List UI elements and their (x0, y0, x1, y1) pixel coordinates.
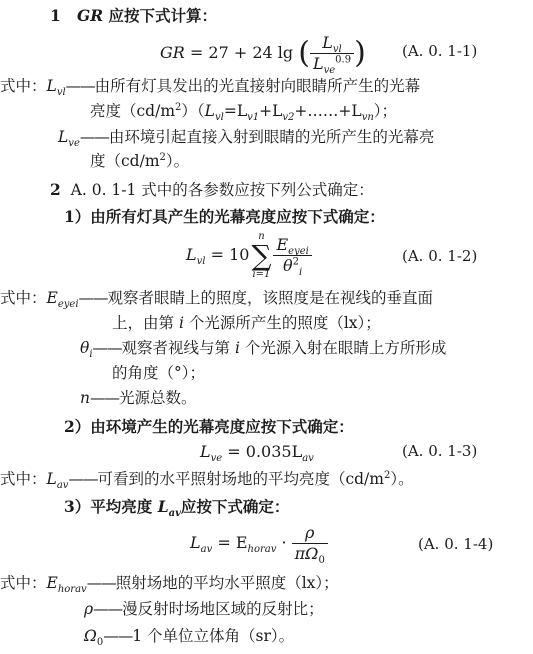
where-2-line-b: $\theta_i——$观察者视线与第 i 个光源入射在眼睛上方所形成 (80, 339, 447, 361)
eq4-fraction: $\frac{\rho}{\pi\Omega_0}$ (292, 524, 328, 563)
section-1-heading (50, 6, 217, 26)
eq2-fraction: $\frac{E_{eyei}}{\theta^2_i}$ (273, 236, 311, 275)
where-1-line-b: $L_{ve}——$由环境引起直接入射到眼睛的光所产生的光幕亮 (58, 128, 435, 150)
equation-1-label: (A. 0. 1-1) (402, 42, 478, 60)
section-number: 2 (50, 180, 61, 199)
where-2-line-a2: 上，由第 i 个光源所产生的照度（lx）； (112, 314, 381, 332)
where-3-line: 式中：$L_{av}——$可看到的水平照射场地的平均亮度$(cd/m^2)$。 (0, 469, 414, 492)
subsection-3-heading: 3）平均亮度 $L_{av}$应按下式确定： (64, 497, 290, 520)
where-1-line-a: 式中：$L_{vl}——$由所有灯具发出的光直接射向眼睛所产生的光幕 (0, 77, 421, 99)
eq1-fraction: $\frac{L_{vl}}{L_{ve}^{0.9}}$ (310, 34, 354, 73)
subsection-2-heading: 2）由环境产生的光幕亮度应按下式确定： (64, 417, 354, 436)
eq1-left-paren: ( (298, 35, 310, 71)
where-4-line-a: 式中：$E_{horav}——$照射场地的平均水平照度（lx）； (0, 574, 339, 596)
where-1-line-b2: 度$(cd/m^2)$。 (90, 151, 190, 170)
equation-2-label: (A. 0. 1-2) (402, 247, 478, 265)
eq1-lhs: GR (160, 43, 185, 62)
summation-symbol: n ∑ i=1 (251, 230, 272, 280)
equation-4: $L_{av} = E_{horav}$ · $\frac{\rho}{\pi\Omega_0}$ (190, 520, 328, 566)
section-2-heading: 2 A. 0. 1-1 式中的各参数应按下列公式确定： (50, 180, 374, 199)
equation-3: $L_{ve} = 0.035L_{av}$ (200, 442, 314, 465)
where-4-line-c: $\Omega_0——1$ 个单位立体角（sr）。 (84, 627, 295, 649)
equation-3-label: (A. 0. 1-3) (402, 442, 478, 460)
where-2-line-c: n——光源总数。 (80, 389, 197, 407)
heading-text: 应按下式计算： (108, 6, 218, 25)
equation-4-label: (A. 0. 1-4) (418, 535, 494, 553)
where-1-line-a2: 亮度$(cd/m^2)(L_{vl}=L_{v1}+L_{v2}+\dots\dots+L_{vn})$； (90, 101, 398, 124)
section-number: 1 (50, 6, 61, 25)
where-2-line-a: 式中：$E_{eyei}——$观察者眼睛上的照度，该照度是在视线的垂直面 (0, 289, 434, 311)
subsection-1-heading: 1）由所有灯具产生的光幕亮度应按下式确定： (64, 207, 385, 226)
equation-2: $L_{vl} = 10$ n ∑ i=1 $\frac{E_{eyei}}{\theta^2_i}$ (186, 229, 312, 281)
where-2-line-b2: 的角度（°）； (112, 364, 206, 382)
eq1-operator: = 27 + 24 lg (189, 43, 294, 62)
where-4-line-b: ρ——漫反射时场地区域的反射比； (84, 600, 324, 618)
heading-variable: GR (77, 6, 104, 25)
equation-1 (160, 33, 366, 77)
eq1-right-paren: ) (354, 35, 366, 71)
